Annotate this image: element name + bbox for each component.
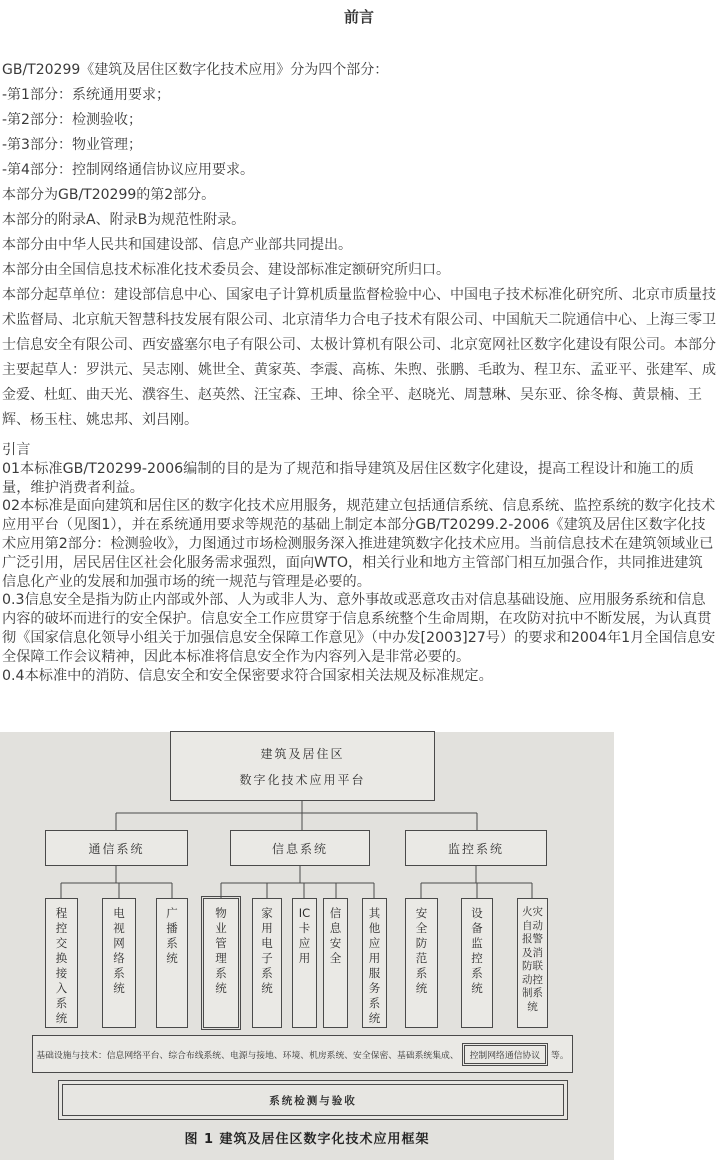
figure-1-diagram bbox=[0, 728, 718, 1167]
child-box-fire-alarm-system bbox=[517, 898, 548, 1028]
child-box-ic-card-application bbox=[292, 898, 317, 1028]
system-testing-acceptance-label: 系统检测与验收 bbox=[62, 1084, 564, 1116]
control-network-protocol-box: 控制网络通信协议 bbox=[464, 1045, 546, 1064]
child-box-broadcast-system bbox=[156, 898, 188, 1028]
root-title-line1: 建筑及居住区 bbox=[260, 746, 345, 761]
child-box-information-security bbox=[323, 898, 348, 1028]
child-box-home-electronics-system bbox=[252, 898, 282, 1028]
child-box-label: 安全防范系统 bbox=[415, 906, 428, 995]
child-box-pbx-access-system bbox=[45, 898, 78, 1028]
foreword-line: -第2部分：检测验收； bbox=[2, 112, 142, 128]
foreword-body bbox=[2, 58, 716, 433]
child-box-label: 程控交换接入系统 bbox=[55, 906, 68, 1025]
child-box-label: IC卡应用 bbox=[298, 906, 311, 965]
child-box-security-prevention-system bbox=[405, 898, 438, 1028]
group-box-monitoring-system: 监控系统 bbox=[405, 830, 547, 866]
child-box-label: 火灾自动报警及消防联动控制系统 bbox=[522, 906, 543, 1013]
child-box-label: 其他应用服务系统 bbox=[368, 906, 381, 1025]
intro-paragraph: 02本标准是面向建筑和居住区的数字化技术应用服务，规范建立包括通信系统、信息系统、监控系统的数字化技术应用平台（见图1），并在系统通用要求等规范的基础上制定本部分GB/T20299.2-2006《建筑及居住区数字化技术应用第2部分：检测验收》，力图通过市场检测服务深入推进建筑数字化技术应用。当前信息技术在建筑领域业已广泛引用，居民居住区社会化服务需求强烈，面向WTO，相关行业和地方主管部门相互加强合作，共同推进建筑信息化产业的发展和加强市场的统一规范与管理是必要的。 bbox=[2, 498, 716, 590]
child-box-other-application-services bbox=[362, 898, 387, 1028]
infrastructure-box bbox=[32, 1035, 573, 1073]
system-testing-acceptance-box bbox=[58, 1080, 568, 1120]
root-title-line2: 数字化技术应用平台 bbox=[239, 772, 366, 787]
intro-paragraph: 0.3信息安全是指为防止内部或外部、人为或非人为、意外事故或恶意攻击对信息基础设施、应用服务系统和信息内容的破坏而进行的安全保护。信息安全工作应贯穿于信息系统整个生命周期，在攻防对抗中不断发展，为认真贯彻《国家信息化领导小组关于加强信息安全保障工作意见》（中办发[2003]27号）的要求和2004年1月全国信息安全保障工作会议精神，因此本标准将信息安全作为内容列入是非常必要的。 bbox=[2, 592, 716, 665]
foreword-line: 本部分的附录A、附录B为规范性附录。 bbox=[2, 212, 246, 228]
drafting-paragraph: 本部分起草单位：建设部信息中心、国家电子计算机质量监督检验中心、中国电子技术标准化研究所、北京市质量技术监督局、北京航天智慧科技发展有限公司、北京清华力合电子技术有限公司、中国航天二院通信中心、上海三零卫士信息安全有限公司、西安盛塞尔电子有限公司、太极计算机有限公司、北京宽网社区数字化建设有限公司。本部分主要起草人：罗洪元、吴志刚、姚世全、黄家英、李震、高栋、朱煦、张鹏、毛敢为、程卫东、孟亚平、张建军、成金爱、杜虹、曲天光、濮容生、赵英然、汪宝森、王坤、徐全平、赵晓光、周慧琳、吴东亚、徐冬梅、黄景楠、王辉、杨玉柱、姚忠邦、刘吕刚。 bbox=[2, 287, 716, 428]
child-box-label: 家用电子系统 bbox=[261, 906, 273, 995]
child-box-label: 物业管理系统 bbox=[215, 906, 227, 995]
child-box-label: 设备监控系统 bbox=[471, 906, 483, 995]
foreword-line: 本部分由中华人民共和国建设部、信息产业部共同提出。 bbox=[2, 237, 352, 253]
foreword-line: -第3部分：物业管理； bbox=[2, 137, 142, 153]
foreword-line: -第4部分：控制网络通信协议应用要求。 bbox=[2, 162, 254, 178]
child-box-label: 广播系统 bbox=[166, 906, 178, 965]
figure-caption: 图 1 建筑及居住区数字化技术应用框架 bbox=[184, 1132, 430, 1147]
foreword-line: -第1部分：系统通用要求； bbox=[2, 87, 170, 103]
child-box-label: 信息安全 bbox=[329, 906, 342, 965]
foreword-line: GB/T20299《建筑及居住区数字化技术应用》分为四个部分： bbox=[2, 62, 389, 78]
infrastructure-text-suffix: 等。 bbox=[551, 1050, 569, 1061]
intro-paragraph: 0.4本标准中的消防、信息安全和安全保密要求符合国家相关法规及标准规定。 bbox=[2, 667, 493, 684]
infrastructure-text-prefix: 基础设施与技术：信息网络平台、综合布线系统、电源与接地、环境、机房系统、安全保密、基础系统集成、 bbox=[36, 1050, 459, 1061]
introduction-heading: 引言 bbox=[2, 442, 31, 458]
foreword-line: 本部分由全国信息技术标准化技术委员会、建设部标准定额研究所归口。 bbox=[2, 262, 450, 278]
group-box-communication-system: 通信系统 bbox=[45, 830, 188, 866]
foreword-title: 前言 bbox=[343, 8, 374, 26]
foreword-line: 本部分为GB/T20299的第2部分。 bbox=[2, 187, 216, 203]
child-box-label: 电视网络系统 bbox=[113, 906, 125, 995]
introduction-section bbox=[2, 441, 716, 685]
child-box-equipment-monitoring-system bbox=[461, 898, 493, 1028]
child-box-tv-network-system bbox=[102, 898, 136, 1028]
group-box-information-system: 信息系统 bbox=[230, 830, 370, 866]
intro-paragraph: 01本标准GB/T20299-2006编制的目的是为了规范和指导建筑及居住区数字化建设，提高工程设计和施工的质量，维护消费者利益。 bbox=[2, 460, 694, 496]
root-platform-box bbox=[170, 731, 435, 801]
child-box-property-management-system bbox=[203, 898, 239, 1028]
